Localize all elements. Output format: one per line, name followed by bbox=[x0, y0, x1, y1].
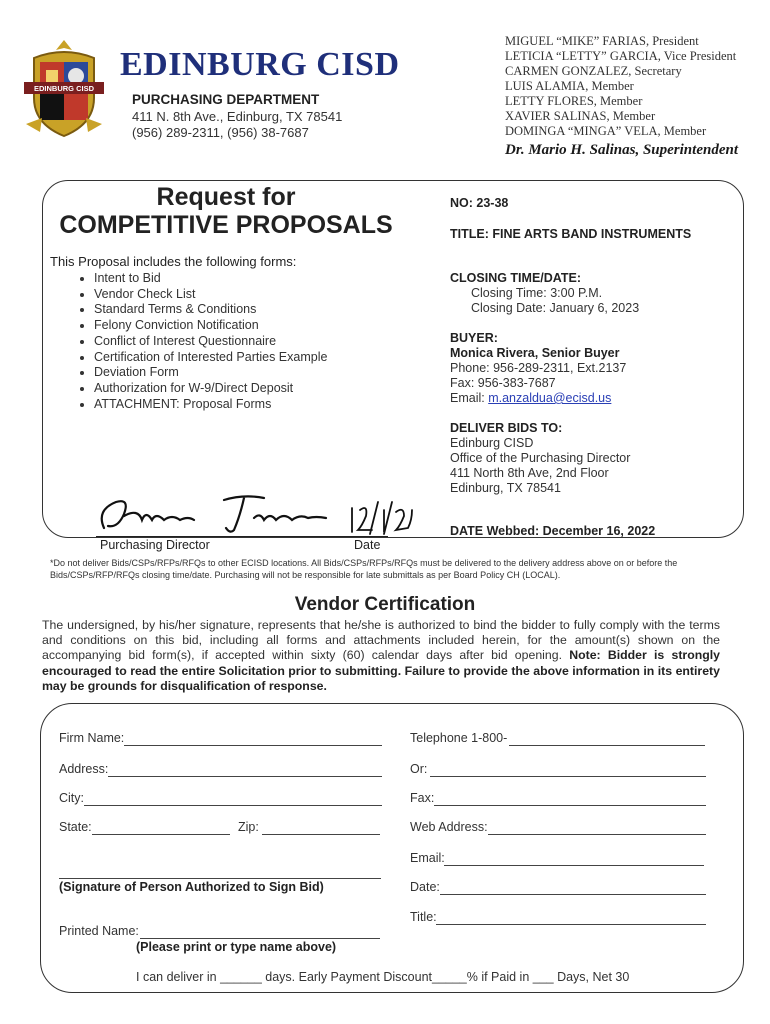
alt-phone-field[interactable] bbox=[430, 776, 706, 777]
certification-statement: The undersigned, by his/her signature, represents that he/she is authorized to bind the bidder to fully comply with the terms and conditions on this bid, including all forms and attachments included herein, for the amount(s) shown on the accompanying bid form(s), if accepted within sixty (60) calendar days after bid opening. bbox=[42, 618, 720, 663]
list-item: • Deviation Form bbox=[94, 365, 327, 381]
buyer-label: BUYER: bbox=[450, 331, 498, 345]
or-label: Or: bbox=[410, 762, 428, 776]
state-label: State: bbox=[59, 820, 92, 834]
board-member: XAVIER SALINAS, Member bbox=[505, 109, 656, 123]
web-address-field[interactable] bbox=[488, 834, 706, 835]
department-phone: (956) 289-2311, (956) 38-7687 bbox=[132, 125, 309, 140]
web-address-label: Web Address: bbox=[410, 820, 488, 834]
date-field[interactable] bbox=[440, 894, 706, 895]
closing-date: Closing Date: January 6, 2023 bbox=[471, 301, 640, 315]
request-title bbox=[46, 183, 406, 239]
deliver-line: Office of the Purchasing Director bbox=[450, 451, 631, 465]
signature-field-caption: (Signature of Person Authorized to Sign Bid) bbox=[59, 880, 324, 894]
delivery-footnote: *Do not deliver Bids/CSPs/RFPs/RFQs to other ECISD locations. All Bids/CSPs/RFPs/RFQs must be delivered to the delivery address above on or before the Bids/CSPs/RFP/RFQs closing time/date. Purchasing will not be responsible for late submittals as per Board Policy CH (LOCAL). bbox=[50, 558, 678, 580]
fax-label: Fax: bbox=[410, 791, 435, 805]
state-field[interactable] bbox=[92, 834, 230, 835]
list-item: • Authorization for W-9/Direct Deposit bbox=[94, 381, 327, 397]
handwritten-date bbox=[346, 496, 416, 536]
deliver-line: 411 North 8th Ave, 2nd Floor bbox=[450, 466, 609, 480]
list-item: • ATTACHMENT: Proposal Forms bbox=[94, 397, 327, 413]
vendor-certification-text bbox=[42, 618, 720, 694]
request-title-line2: COMPETITIVE PROPOSALS bbox=[59, 211, 393, 239]
address-field[interactable] bbox=[108, 776, 382, 777]
firm-name-label: Firm Name: bbox=[59, 731, 125, 745]
buyer-email-link[interactable]: m.anzaldua@ecisd.us bbox=[488, 391, 612, 405]
superintendent: Dr. Mario H. Salinas, Superintendent bbox=[505, 142, 738, 158]
board-member: LETTY FLORES, Member bbox=[505, 94, 643, 108]
forms-intro: This Proposal includes the following forms: bbox=[50, 254, 297, 269]
telephone-field[interactable] bbox=[509, 745, 705, 746]
district-crest-logo bbox=[20, 36, 108, 140]
printed-name-label: Printed Name: bbox=[59, 924, 139, 938]
firm-name-field[interactable] bbox=[124, 745, 382, 746]
list-item: • Intent to Bid bbox=[94, 271, 327, 287]
city-label: City: bbox=[59, 791, 84, 805]
fax-field[interactable] bbox=[434, 805, 706, 806]
city-field[interactable] bbox=[84, 805, 382, 806]
district-name: EDINBURG CISD bbox=[120, 46, 400, 83]
email-label: Email: bbox=[410, 851, 445, 865]
zip-label: Zip: bbox=[238, 820, 259, 834]
signature-line bbox=[96, 536, 388, 537]
date-webbed: DATE Webbed: December 16, 2022 bbox=[450, 524, 656, 538]
closing-label: CLOSING TIME/DATE: bbox=[450, 271, 582, 285]
board-member: DOMINGA “MINGA” VELA, Member bbox=[505, 124, 707, 138]
vendor-certification-title: Vendor Certification bbox=[294, 594, 476, 615]
handwritten-signature bbox=[94, 490, 334, 535]
department-name: PURCHASING DEPARTMENT bbox=[132, 92, 320, 107]
list-item: • Felony Conviction Notification bbox=[94, 318, 327, 334]
buyer-email-row bbox=[450, 391, 611, 405]
buyer-fax: Fax: 956-383-7687 bbox=[450, 376, 556, 390]
printed-name-caption: (Please print or type name above) bbox=[136, 940, 337, 954]
signature-field[interactable] bbox=[59, 878, 381, 879]
buyer-phone: Phone: 956-289-2311, Ext.2137 bbox=[450, 361, 627, 375]
telephone-label: Telephone 1-800- bbox=[410, 731, 508, 745]
buyer-email-label: Email: bbox=[450, 391, 489, 405]
date-caption: Date bbox=[354, 538, 381, 552]
closing-time: Closing Time: 3:00 P.M. bbox=[471, 286, 603, 300]
email-field[interactable] bbox=[444, 865, 704, 866]
list-item: • Standard Terms & Conditions bbox=[94, 302, 327, 318]
department-address: 411 N. 8th Ave., Edinburg, TX 78541 bbox=[132, 109, 343, 124]
board-of-trustees bbox=[505, 34, 736, 139]
list-item: • Vendor Check List bbox=[94, 287, 327, 303]
board-member: LUIS ALAMIA, Member bbox=[505, 79, 634, 93]
title-label: Title: bbox=[410, 910, 437, 924]
proposal-number: NO: 23-38 bbox=[450, 196, 509, 210]
request-title-line1: Request for bbox=[156, 183, 296, 211]
forms-list bbox=[74, 271, 327, 412]
zip-field[interactable] bbox=[262, 834, 380, 835]
list-item: • Conflict of Interest Questionnaire bbox=[94, 334, 327, 350]
signature-caption: Purchasing Director bbox=[100, 538, 210, 552]
buyer-name: Monica Rivera, Senior Buyer bbox=[450, 346, 620, 360]
proposal-title: TITLE: FINE ARTS BAND INSTRUMENTS bbox=[450, 227, 692, 241]
date-label: Date: bbox=[410, 880, 440, 894]
delivery-terms: I can deliver in ______ days. Early Payment Discount_____% if Paid in ___ Days, Net 30 bbox=[136, 970, 630, 984]
board-member: CARMEN GONZALEZ, Secretary bbox=[505, 64, 682, 78]
certification-note: Note: Bidder is strongly encouraged to read the entire Solicitation prior to submitting. Failure to provide the above information in its entirety may be grounds for disqualification of response. bbox=[42, 648, 720, 693]
deliver-line: Edinburg CISD bbox=[450, 436, 534, 450]
title-field[interactable] bbox=[436, 924, 706, 925]
svg-text:EDINBURG CISD: EDINBURG CISD bbox=[33, 84, 95, 93]
printed-name-field[interactable] bbox=[140, 938, 380, 939]
address-label: Address: bbox=[59, 762, 109, 776]
deliver-label: DELIVER BIDS TO: bbox=[450, 421, 563, 435]
list-item: • Certification of Interested Parties Example bbox=[94, 350, 327, 366]
deliver-line: Edinburg, TX 78541 bbox=[450, 481, 561, 495]
board-member: MIGUEL “MIKE” FARIAS, President bbox=[505, 34, 699, 48]
board-member: LETICIA “LETTY” GARCIA, Vice President bbox=[505, 49, 737, 63]
